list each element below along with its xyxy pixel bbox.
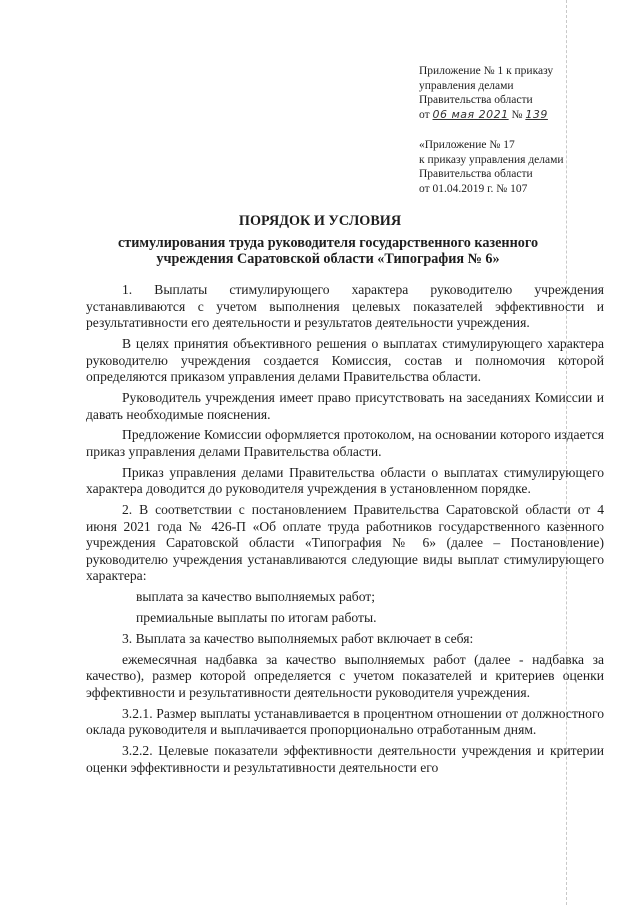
document-body — [86, 282, 604, 778]
appendix-1-handwritten-date: 06 мая 2021 — [432, 107, 509, 121]
paragraph-8: ежемесячная надбавка за качество выполняемых работ (далее - надбавка за качество), размер которой определяется с учетом показателей и критериев оценки эффективности и результативности деятельности руководителя учреждения. — [86, 651, 604, 700]
paragraph-2: В целях принятия объективного решения о выплатах стимулирующего характера руководителю учреждения создается Комиссия, состав и полномочия которой определяются приказом управления делами Правительства области. — [86, 335, 604, 385]
appendix-17-line1: «Приложение № 17 — [419, 139, 515, 151]
paragraph-9: 3.2.1. Размер выплаты устанавливается в процентном отношении от должностного оклада руководителя и выплачивается пропорционально отработанным дням. — [86, 705, 604, 738]
paragraph-6: 2. В соответствии с постановлением Правительства Саратовской области от 4 июня 2021 года № 426-П «Об оплате труда работников государственного казенного учреждения Саратовской области «Типография № 6» (далее – Постановление) руководителю учреждения устанавливаются следующие виды выплат стимулирующего характера: — [86, 502, 604, 584]
appendix-1-line1: Приложение № 1 к приказу — [419, 65, 554, 77]
appendix-17-line3: Правительства области — [419, 168, 533, 180]
paragraph-5: Приказ управления делами Правительства области о выплатах стимулирующего характера доводится до руководителя учреждения в установленном порядке. — [86, 464, 604, 497]
paragraph-7: 3. Выплата за качество выполняемых работ включает в себя: — [122, 630, 474, 646]
list-item-2: премиальные выплаты по итогам работы. — [136, 610, 377, 625]
list-item-1: выплата за качество выполняемых работ; — [136, 589, 376, 605]
paragraph-1: 1. Выплаты стимулирующего характера руководителю учреждения устанавливаются с учетом выполнения целевых показателей эффективности и результативности его деятельности и результатов деятельности учреждения. — [86, 282, 604, 331]
document-subtitle-line1: стимулирования труда руководителя государственного казенного — [117, 235, 539, 251]
appendix-1-number-sign: № — [511, 108, 523, 121]
paragraph-4: Предложение Комиссии оформляется протоколом, на основании которого издается приказ управления делами Правительства области. — [86, 427, 604, 459]
document-title: ПОРЯДОК И УСЛОВИЯ — [238, 213, 402, 229]
appendix-1-line2: управления делами — [419, 79, 514, 92]
paragraph-3: Руководитель учреждения имеет право присутствовать на заседаниях Комиссии и давать необходимые пояснения. — [86, 389, 604, 422]
appendix-1-line3: Правительства области — [419, 94, 533, 106]
appendix-17-line2: к приказу управления делами — [419, 153, 564, 166]
appendix-1-handwritten-number: 139 — [525, 107, 548, 121]
appendix-1-date-prefix: от — [419, 108, 430, 121]
document-subtitle-line2: учреждения Саратовской области «Типография № 6» — [156, 251, 500, 267]
appendix-17-line4: от 01.04.2019 г. № 107 — [419, 182, 528, 195]
paragraph-10: 3.2.2. Целевые показатели эффективности деятельности учреждения и критерии оценки эффективности и результативности деятельности его — [86, 742, 604, 775]
appendix-1-header — [419, 64, 634, 122]
appendix-17-header — [419, 138, 634, 196]
appendix-1-line4 — [419, 108, 634, 123]
